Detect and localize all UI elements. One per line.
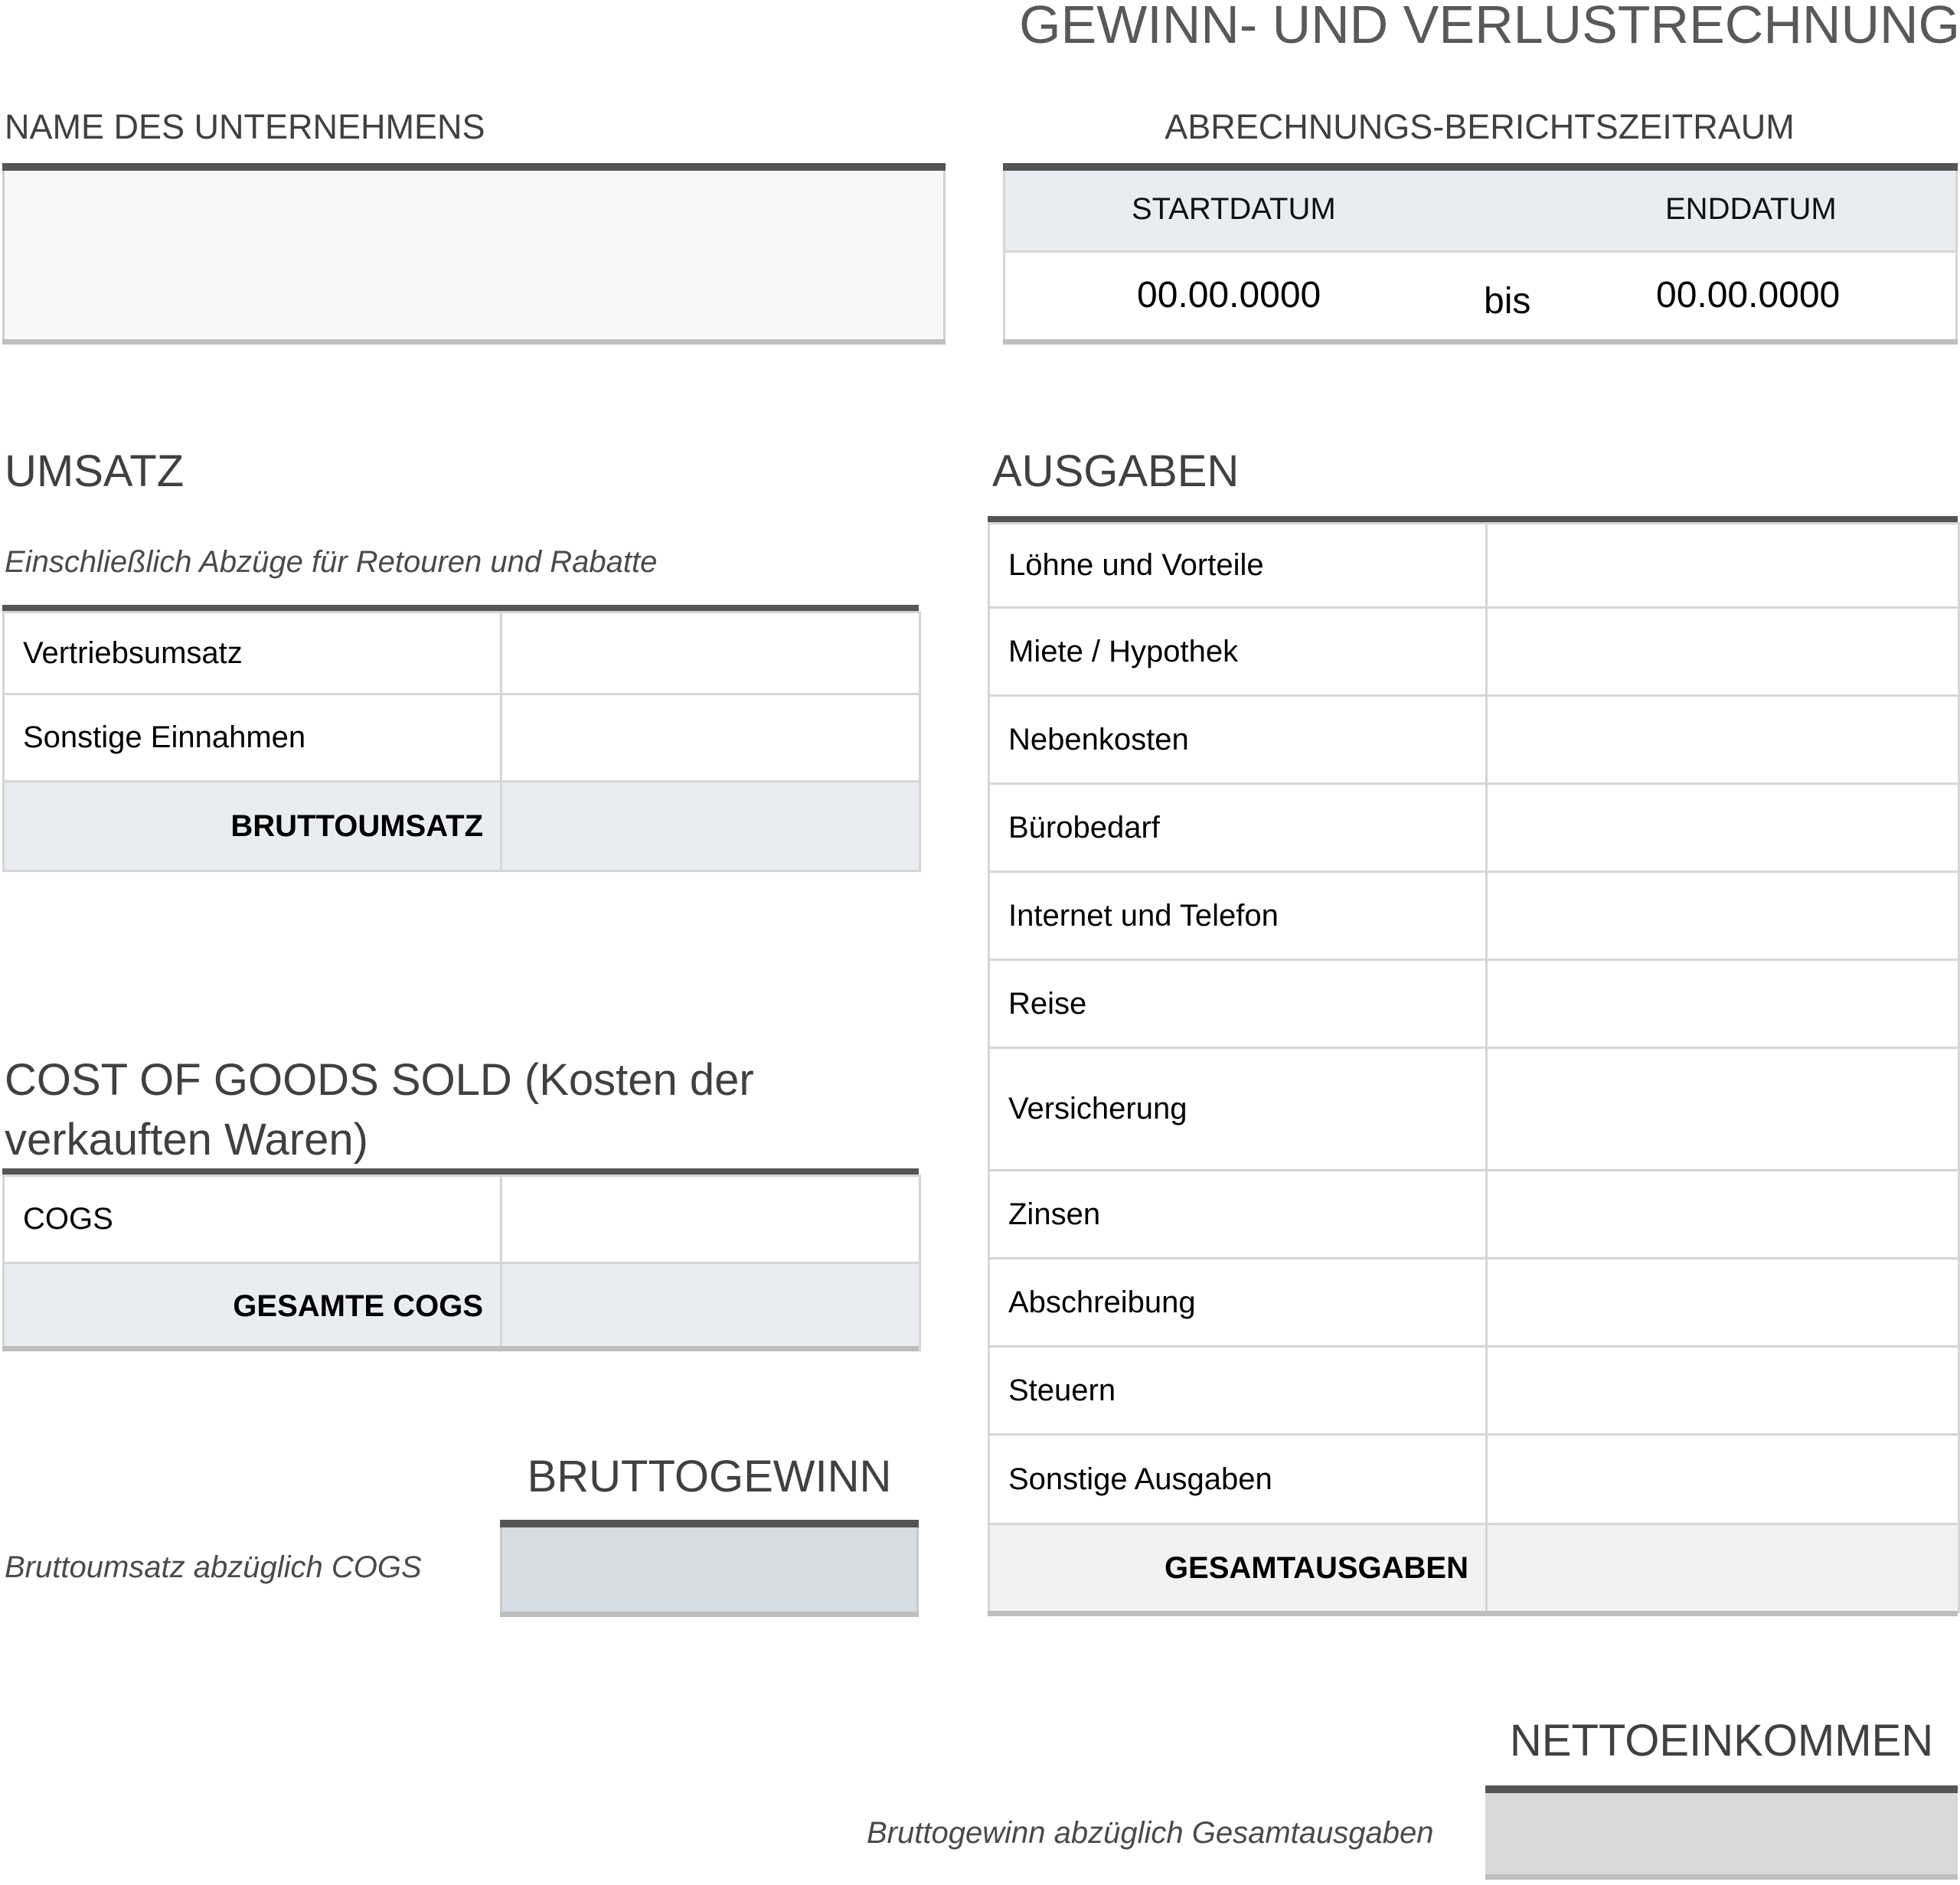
table-row <box>4 1176 920 1263</box>
revenue-table <box>2 611 921 872</box>
page-title: GEWINN- UND VERLUSTRECHNUNG <box>1019 0 1960 54</box>
expenses-total-value <box>1487 1524 1959 1612</box>
expense-row-value[interactable] <box>1487 1171 1959 1259</box>
start-date-input[interactable]: 00.00.0000 <box>1137 275 1321 315</box>
table-row <box>989 1347 1959 1435</box>
net-income-note: Bruttogewinn abzüglich Gesamtausgaben <box>867 1816 1434 1850</box>
expense-row-value[interactable] <box>1487 784 1959 872</box>
net-income-value <box>1485 1793 1958 1874</box>
expense-row-value[interactable] <box>1487 524 1959 608</box>
gross-profit-heading: BRUTTOGEWINN <box>527 1452 892 1501</box>
net-income-topbar <box>1485 1785 1958 1793</box>
table-row <box>989 960 1959 1048</box>
expense-row-label: Abschreibung <box>989 1259 1487 1347</box>
end-date-label: ENDDATUM <box>1665 192 1837 226</box>
expenses-table <box>988 522 1960 1613</box>
cogs-bottombar <box>2 1346 919 1351</box>
company-name-topbar <box>2 163 946 171</box>
table-row <box>989 784 1959 872</box>
table-row <box>989 1048 1959 1171</box>
expense-row-value[interactable] <box>1487 1347 1959 1435</box>
table-row <box>4 613 920 694</box>
company-name-label: NAME DES UNTERNEHMENS <box>5 107 485 146</box>
net-income-bottombar <box>1485 1874 1958 1880</box>
cogs-row-value[interactable] <box>501 1176 920 1263</box>
expense-row-label: Versicherung <box>989 1048 1487 1171</box>
table-row <box>989 524 1959 608</box>
expense-row-label: Steuern <box>989 1347 1487 1435</box>
table-row <box>989 696 1959 784</box>
cogs-total-label: GESAMTE COGS <box>4 1263 501 1351</box>
period-label: ABRECHNUNGS-BERICHTSZEITRAUM <box>1165 107 1795 146</box>
expense-row-label: Bürobedarf <box>989 784 1487 872</box>
revenue-note: Einschließlich Abzüge für Retouren und Rabatte <box>5 545 658 579</box>
cogs-total-row <box>4 1263 920 1351</box>
revenue-total-value <box>501 782 920 871</box>
period-bottombar <box>1003 339 1958 345</box>
expense-row-label: Reise <box>989 960 1487 1048</box>
expense-row-value[interactable] <box>1487 872 1959 960</box>
revenue-heading: UMSATZ <box>5 446 185 496</box>
expense-row-label: Löhne und Vorteile <box>989 524 1487 608</box>
table-row <box>989 1171 1959 1259</box>
expense-row-value[interactable] <box>1487 1259 1959 1347</box>
revenue-row-label: Sonstige Einnahmen <box>4 694 501 782</box>
net-income-heading: NETTOEINKOMMEN <box>1509 1716 1934 1766</box>
expense-row-label: Sonstige Ausgaben <box>989 1435 1487 1524</box>
period-topbar <box>1003 163 1958 171</box>
table-row <box>989 1435 1959 1524</box>
period-header-row <box>1003 171 1958 253</box>
gross-profit-value <box>500 1527 919 1612</box>
gross-profit-note: Bruttoumsatz abzüglich COGS <box>5 1550 422 1584</box>
period-separator: bis <box>1484 281 1531 322</box>
gross-profit-topbar <box>500 1520 919 1527</box>
period-values-row <box>1003 253 1958 339</box>
table-row <box>989 1259 1959 1347</box>
revenue-total-label: BRUTTOUMSATZ <box>4 782 501 871</box>
end-date-input[interactable]: 00.00.0000 <box>1656 275 1841 315</box>
cogs-heading-line1: COST OF GOODS SOLD (Kosten der <box>5 1055 754 1105</box>
revenue-row-value[interactable] <box>501 694 920 782</box>
table-row <box>4 694 920 782</box>
expense-row-value[interactable] <box>1487 960 1959 1048</box>
company-name-bottombar <box>2 339 946 345</box>
cogs-heading-line2: verkauften Waren) <box>5 1115 368 1165</box>
cogs-row-label: COGS <box>4 1176 501 1263</box>
expenses-heading: AUSGABEN <box>992 446 1240 496</box>
expense-row-value[interactable] <box>1487 1435 1959 1524</box>
cogs-heading <box>5 1050 754 1170</box>
expenses-bottombar <box>988 1611 1958 1616</box>
company-name-input[interactable] <box>2 171 946 339</box>
expense-row-label: Zinsen <box>989 1171 1487 1259</box>
expenses-total-label: GESAMTAUSGABEN <box>989 1524 1487 1612</box>
table-row <box>989 608 1959 696</box>
revenue-total-row <box>4 782 920 871</box>
expenses-total-row <box>989 1524 1959 1612</box>
expense-row-label: Internet und Telefon <box>989 872 1487 960</box>
expense-row-value[interactable] <box>1487 1048 1959 1171</box>
start-date-label: STARTDATUM <box>1132 192 1336 226</box>
revenue-row-label: Vertriebsumsatz <box>4 613 501 694</box>
expense-row-label: Nebenkosten <box>989 696 1487 784</box>
expense-row-value[interactable] <box>1487 608 1959 696</box>
cogs-table <box>2 1174 921 1351</box>
table-row <box>989 872 1959 960</box>
gross-profit-bottombar <box>500 1612 919 1617</box>
cogs-total-value <box>501 1263 920 1351</box>
expense-row-value[interactable] <box>1487 696 1959 784</box>
expense-row-label: Miete / Hypothek <box>989 608 1487 696</box>
revenue-row-value[interactable] <box>501 613 920 694</box>
